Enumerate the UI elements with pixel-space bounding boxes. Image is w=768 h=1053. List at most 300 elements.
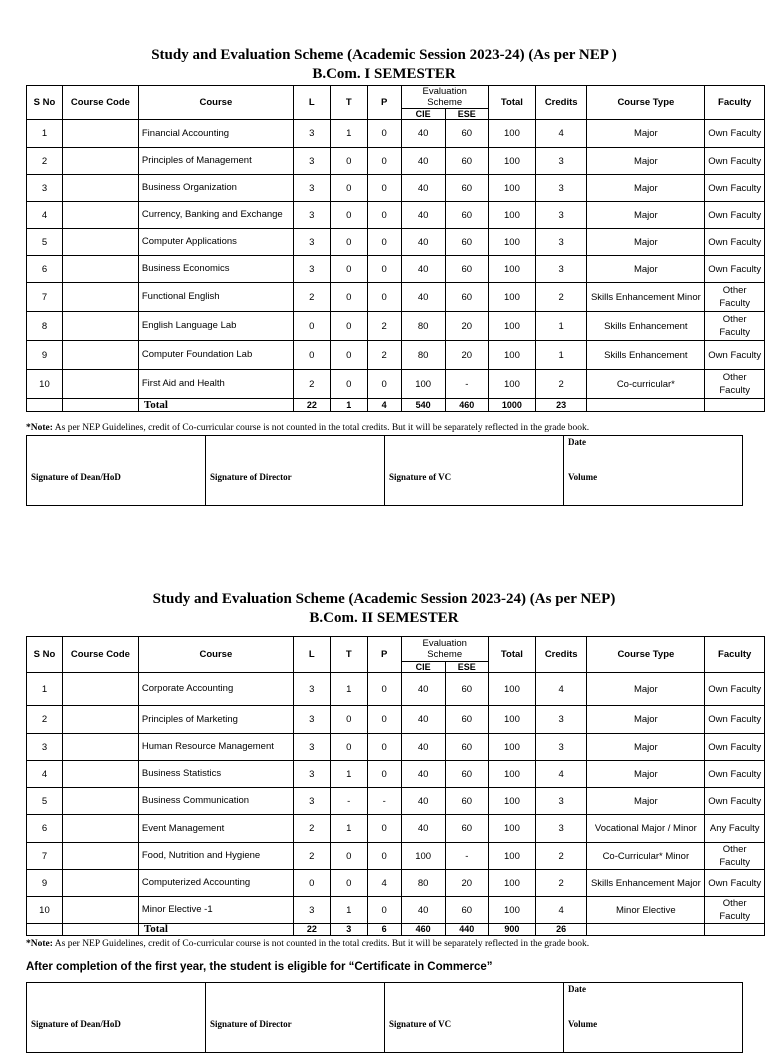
total-empty-sno [27,924,63,936]
header-s-no: S No [27,86,63,120]
sem1-note-label: *Note: [26,423,53,433]
cell-p: 2 [367,341,401,370]
cell-course: Principles of Management [138,148,293,175]
cell-faculty: Own Faculty [705,706,765,734]
header-l: L [293,637,330,673]
cell-faculty: Own Faculty [705,341,765,370]
cell-p: 0 [367,897,401,924]
cell-total: 100 [488,843,535,870]
cell-l: 2 [293,370,330,399]
cell-course: Business Economics [138,256,293,283]
cell-course: Computer Applications [138,229,293,256]
cell-total: 100 [488,148,535,175]
cell-l: 2 [293,843,330,870]
header-p: P [367,637,401,673]
cell-course-type: Skills Enhancement [587,312,705,341]
cell-faculty: Any Faculty [705,815,765,843]
cell-p: 0 [367,370,401,399]
cell-cie: 80 [401,870,445,897]
cell-faculty: Other Faculty [705,897,765,924]
table-row [27,120,765,148]
cell-credits: 4 [536,120,587,148]
table-row [27,761,765,788]
header-course-type: Course Type [587,637,705,673]
cell-t: 0 [330,706,367,734]
cell-t: 0 [330,843,367,870]
cell-ese: 60 [445,202,488,229]
cell-s-no: 7 [27,283,63,312]
total-label: Total [138,399,293,412]
sem2-title-line2: B.Com. II SEMESTER [309,610,459,626]
cell-s-no: 4 [27,202,63,229]
cell-course: Food, Nutrition and Hygiene [138,843,293,870]
cell-faculty: Own Faculty [705,148,765,175]
cell-ese: 60 [445,815,488,843]
cell-total: 100 [488,897,535,924]
cell-t: 0 [330,283,367,312]
table-row [27,175,765,202]
total-empty-code [62,924,138,936]
cell-cie: 80 [401,312,445,341]
total-empty-faculty [705,924,765,936]
cell-p: 0 [367,148,401,175]
cell-p: 0 [367,175,401,202]
cell-credits: 3 [536,175,587,202]
total-cie: 540 [401,399,445,412]
cell-faculty: Own Faculty [705,761,765,788]
cell-s-no: 1 [27,673,63,706]
sem2-title-line1: Study and Evaluation Scheme (Academic Session 2023-24) (As per NEP) [152,591,616,607]
cell-ese: 60 [445,175,488,202]
cell-t: 1 [330,815,367,843]
cell-credits: 3 [536,788,587,815]
cell-cie: 40 [401,673,445,706]
total-row [27,399,765,412]
table-row [27,312,765,341]
cell-total: 100 [488,229,535,256]
total-l: 22 [293,924,330,936]
table-row [27,706,765,734]
total-credits: 26 [536,924,587,936]
cell-t: 0 [330,256,367,283]
header-t: T [330,637,367,673]
cell-course-type: Major [587,734,705,761]
cell-ese: 60 [445,148,488,175]
total-t: 3 [330,924,367,936]
cell-l: 3 [293,673,330,706]
sem2-sig-volume: Volume [568,1019,598,1029]
cell-course: Functional English [138,283,293,312]
cell-ese: 60 [445,761,488,788]
table-row [27,870,765,897]
cell-ese: 60 [445,706,488,734]
cell-p: 0 [367,734,401,761]
cell-faculty: Own Faculty [705,256,765,283]
cell-total: 100 [488,761,535,788]
sem1-sig-dean-cell [27,436,206,506]
header-l: L [293,86,330,120]
total-p: 4 [367,399,401,412]
cell-ese: 60 [445,120,488,148]
header-total: Total [488,86,535,120]
cell-ese: 20 [445,341,488,370]
cell-total: 100 [488,283,535,312]
cell-total: 100 [488,706,535,734]
cell-l: 3 [293,706,330,734]
sem1-note-text: As per NEP Guidelines, credit of Co-curricular course is not counted in the total credits. But it will be separately reflected in the grade book. [52,423,590,433]
sem1-sig-vc: Signature of VC [389,472,452,482]
cell-credits: 2 [536,283,587,312]
cell-course-code [62,175,138,202]
header-evaluation-scheme [401,637,488,662]
total-empty-faculty [705,399,765,412]
cell-course-type: Skills Enhancement Minor [587,283,705,312]
cell-course: Corporate Accounting [138,673,293,706]
sem1-title-line2: B.Com. I SEMESTER [312,66,456,82]
cell-total: 100 [488,870,535,897]
cell-course-code [62,734,138,761]
cell-course-code [62,370,138,399]
header-evaluation-line1: Evaluation [422,86,467,97]
cell-l: 0 [293,870,330,897]
table-row [27,256,765,283]
cell-faculty: Other Faculty [705,312,765,341]
cell-s-no: 6 [27,256,63,283]
cell-cie: 100 [401,370,445,399]
cell-faculty: Own Faculty [705,788,765,815]
sem2-scheme-table [26,636,765,936]
cell-course-code [62,673,138,706]
header-ese: ESE [445,662,488,673]
cell-s-no: 2 [27,148,63,175]
sem2-sig-director: Signature of Director [210,1019,292,1029]
cell-total: 100 [488,120,535,148]
cell-course: Event Management [138,815,293,843]
sem2-note-label: *Note: [26,939,53,949]
header-evaluation-line2: Scheme [427,97,463,108]
cell-t: - [330,788,367,815]
cell-course-type: Major [587,788,705,815]
sem2-sig-vc-cell [385,983,564,1053]
header-credits: Credits [536,86,587,120]
sem1-sig-dean: Signature of Dean/HoD [31,472,121,482]
cell-t: 0 [330,341,367,370]
header-course-code: Course Code [62,637,138,673]
cell-ese: 20 [445,312,488,341]
cell-course-code [62,341,138,370]
cell-course-code [62,788,138,815]
cell-p: 0 [367,761,401,788]
sem2-sig-dean: Signature of Dean/HoD [31,1019,121,1029]
sem1-note [26,423,589,433]
cell-course-type: Major [587,673,705,706]
cell-course: Business Statistics [138,761,293,788]
cell-course-code [62,815,138,843]
total-ese: 440 [445,924,488,936]
cell-p: 2 [367,312,401,341]
cell-course-code [62,312,138,341]
cell-s-no: 6 [27,815,63,843]
total-row [27,924,765,936]
total-t: 1 [330,399,367,412]
cell-s-no: 3 [27,734,63,761]
total-empty-code [62,399,138,412]
cell-credits: 3 [536,815,587,843]
cell-faculty: Other Faculty [705,370,765,399]
cell-t: 1 [330,120,367,148]
cell-cie: 40 [401,897,445,924]
cell-course-code [62,229,138,256]
cell-p: 0 [367,706,401,734]
cell-credits: 2 [536,843,587,870]
cell-course-code [62,283,138,312]
cell-t: 0 [330,312,367,341]
cell-course-type: Vocational Major / Minor [587,815,705,843]
cell-l: 2 [293,283,330,312]
total-l: 22 [293,399,330,412]
cell-s-no: 5 [27,788,63,815]
cell-t: 0 [330,202,367,229]
cell-total: 100 [488,815,535,843]
cell-course-type: Major [587,256,705,283]
cell-l: 3 [293,897,330,924]
cell-cie: 100 [401,843,445,870]
total-cie: 460 [401,924,445,936]
cell-course-type: Major [587,120,705,148]
cell-l: 3 [293,761,330,788]
cell-credits: 4 [536,761,587,788]
cell-ese: - [445,843,488,870]
cell-t: 0 [330,229,367,256]
sem1-sig-vc-cell [385,436,564,506]
cell-course-type: Co-Curricular* Minor [587,843,705,870]
cell-total: 100 [488,202,535,229]
header-evaluation-scheme [401,86,488,109]
header-s-no: S No [27,637,63,673]
cell-l: 3 [293,175,330,202]
cell-s-no: 1 [27,120,63,148]
cell-faculty: Other Faculty [705,283,765,312]
cell-cie: 40 [401,706,445,734]
table-row [27,370,765,399]
cell-course: Currency, Banking and Exchange [138,202,293,229]
cell-credits: 4 [536,673,587,706]
cell-t: 0 [330,148,367,175]
cell-s-no: 10 [27,897,63,924]
sem1-sig-volume: Volume [568,472,598,482]
cell-total: 100 [488,312,535,341]
cell-course-code [62,870,138,897]
cell-p: - [367,788,401,815]
total-ese: 460 [445,399,488,412]
cell-s-no: 2 [27,706,63,734]
cell-t: 0 [330,370,367,399]
cell-course-code [62,256,138,283]
cell-faculty: Own Faculty [705,673,765,706]
cell-l: 3 [293,148,330,175]
cell-course: Business Communication [138,788,293,815]
cell-course: Minor Elective -1 [138,897,293,924]
header-course-type: Course Type [587,86,705,120]
cell-course-type: Skills Enhancement [587,341,705,370]
cell-course-code [62,202,138,229]
sem2-sig-director-cell [206,983,385,1053]
sem1-signature-table [26,435,743,506]
cell-t: 0 [330,870,367,897]
table-row [27,897,765,924]
total-p: 6 [367,924,401,936]
cell-faculty: Own Faculty [705,229,765,256]
cell-cie: 40 [401,283,445,312]
table-row [27,341,765,370]
cell-course: First Aid and Health [138,370,293,399]
cell-l: 3 [293,229,330,256]
cell-s-no: 9 [27,870,63,897]
cell-cie: 80 [401,341,445,370]
cell-s-no: 10 [27,370,63,399]
cell-ese: 60 [445,673,488,706]
cell-cie: 40 [401,256,445,283]
table-row [27,843,765,870]
cell-total: 100 [488,734,535,761]
header-cie: CIE [401,662,445,673]
total-empty-type [587,924,705,936]
cell-p: 0 [367,815,401,843]
table-row [27,734,765,761]
table-row [27,815,765,843]
cell-credits: 2 [536,370,587,399]
cell-course: Human Resource Management [138,734,293,761]
sem1-scheme-table [26,85,765,412]
header-course: Course [138,86,293,120]
sem2-sig-vc: Signature of VC [389,1019,452,1029]
cell-credits: 1 [536,312,587,341]
cell-course-type: Skills Enhancement Major [587,870,705,897]
cell-p: 0 [367,202,401,229]
header-ese: ESE [445,109,488,120]
cell-credits: 1 [536,341,587,370]
cell-total: 100 [488,788,535,815]
cell-credits: 3 [536,706,587,734]
header-p: P [367,86,401,120]
cell-p: 4 [367,870,401,897]
table-row [27,673,765,706]
cell-cie: 40 [401,815,445,843]
total-credits: 23 [536,399,587,412]
cell-total: 100 [488,341,535,370]
cell-s-no: 5 [27,229,63,256]
cell-ese: 60 [445,229,488,256]
cell-cie: 40 [401,202,445,229]
cell-t: 0 [330,175,367,202]
cell-course-code [62,148,138,175]
table-row [27,283,765,312]
cell-ese: 60 [445,283,488,312]
cell-faculty: Own Faculty [705,870,765,897]
cell-course-code [62,897,138,924]
cell-course-type: Minor Elective [587,897,705,924]
header-t: T [330,86,367,120]
sem1-sig-date: Date [568,437,586,447]
cell-course-type: Major [587,761,705,788]
header-course: Course [138,637,293,673]
cell-l: 0 [293,312,330,341]
cell-t: 0 [330,734,367,761]
cell-l: 3 [293,788,330,815]
cell-ese: 60 [445,897,488,924]
sem1-sig-date-cell [564,436,743,506]
cell-l: 3 [293,734,330,761]
cell-s-no: 8 [27,312,63,341]
cell-faculty: Own Faculty [705,734,765,761]
cell-p: 0 [367,283,401,312]
cell-s-no: 3 [27,175,63,202]
cell-credits: 3 [536,202,587,229]
cell-cie: 40 [401,148,445,175]
cell-p: 0 [367,120,401,148]
sem1-sig-director-cell [206,436,385,506]
sem2-signature-table [26,982,743,1053]
cell-course-code [62,843,138,870]
cell-cie: 40 [401,120,445,148]
cell-l: 3 [293,256,330,283]
cell-credits: 2 [536,870,587,897]
cell-course-type: Co-curricular* [587,370,705,399]
cell-faculty: Other Faculty [705,843,765,870]
cell-total: 100 [488,175,535,202]
cell-credits: 3 [536,734,587,761]
cell-t: 1 [330,761,367,788]
header-faculty: Faculty [705,86,765,120]
cell-l: 2 [293,815,330,843]
cell-course-code [62,120,138,148]
sem2-sig-date-cell [564,983,743,1053]
cell-l: 3 [293,202,330,229]
cell-l: 3 [293,120,330,148]
total-total: 900 [488,924,535,936]
cell-l: 0 [293,341,330,370]
cell-total: 100 [488,370,535,399]
header-course-code: Course Code [62,86,138,120]
sem2-sig-date: Date [568,984,586,994]
sem1-sig-director: Signature of Director [210,472,292,482]
sem1-title-line1: Study and Evaluation Scheme (Academic Session 2023-24) (As per NEP ) [151,47,617,63]
header-faculty: Faculty [705,637,765,673]
header-credits: Credits [536,637,587,673]
cell-course-type: Major [587,148,705,175]
table-row [27,229,765,256]
cell-ese: 60 [445,734,488,761]
total-total: 1000 [488,399,535,412]
cell-ese: 20 [445,870,488,897]
cell-course-type: Major [587,175,705,202]
cell-course: Computerized Accounting [138,870,293,897]
cell-cie: 40 [401,229,445,256]
cell-total: 100 [488,256,535,283]
cell-cie: 40 [401,734,445,761]
cell-course: Principles of Marketing [138,706,293,734]
cell-credits: 4 [536,897,587,924]
sem2-note-text: As per NEP Guidelines, credit of Co-curricular course is not counted in the total credits. But it will be separately reflected in the grade book. [52,939,590,949]
cell-p: 0 [367,229,401,256]
cell-cie: 40 [401,788,445,815]
cell-faculty: Own Faculty [705,120,765,148]
cell-p: 0 [367,673,401,706]
cell-t: 1 [330,673,367,706]
cell-s-no: 7 [27,843,63,870]
header-evaluation-line1: Evaluation [422,638,467,649]
cell-course-type: Major [587,706,705,734]
